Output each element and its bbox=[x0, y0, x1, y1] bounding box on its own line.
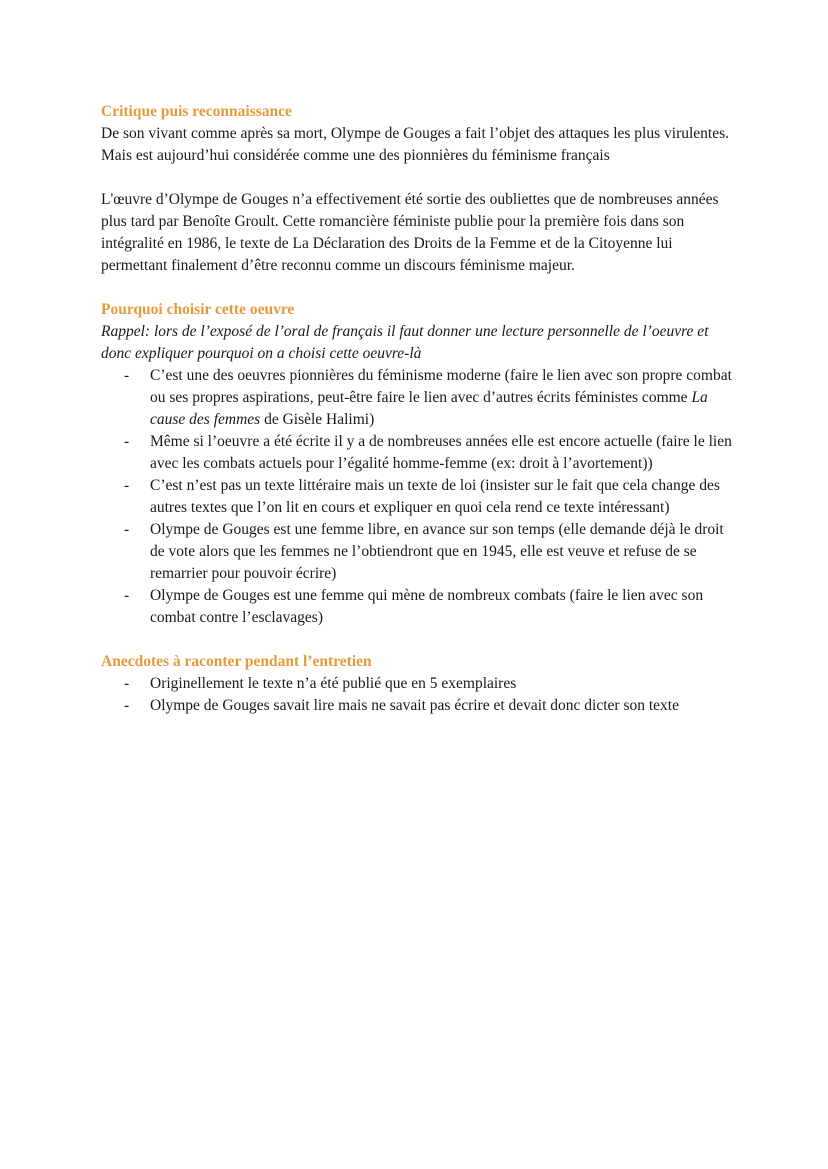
paragraph-oeuvre: L'œuvre d’Olympe de Gouges n’a effectivement été sortie des oubliettes que de nombreuses années plus tard par Benoîte Groult. Cette romancière féministe publie pour la première fois dans son intégralité en 1986, le texte de La Déclaration des Droits de la Femme et de la Citoyenne lui permettant finalement d’être reconnu comme un discours féminisme majeur. bbox=[101, 191, 719, 274]
list-item-text: C’est n’est pas un texte littéraire mais un texte de loi (insister sur le fait que cela change des autres textes que l’on lit en cours et expliquer en quoi cela rend ce texte intéressant) bbox=[150, 477, 720, 516]
list-item bbox=[124, 673, 741, 695]
section-heading-critique: Critique puis reconnaissance bbox=[101, 103, 292, 120]
list-item-text: C’est une des oeuvres pionnières du féminisme moderne (faire le lien avec son propre combat ou ses propres aspirations, peut-être faire le lien avec d’autres écrits féministes comme bbox=[150, 367, 732, 406]
anecdotes-list bbox=[101, 673, 741, 717]
list-item-text: Originellement le texte n’a été publié que en 5 exemplaires bbox=[150, 675, 517, 692]
dash-bullet: - bbox=[124, 675, 130, 692]
list-item-text: Même si l’oeuvre a été écrite il y a de nombreuses années elle est encore actuelle (faire le lien avec les combats actuels pour l’égalité homme-femme (ex: droit à l’avortement)) bbox=[150, 433, 732, 472]
list-item bbox=[124, 365, 741, 431]
reminder-paragraph: Rappel: lors de l’exposé de l’oral de français il faut donner une lecture personnelle de l’oeuvre et donc expliquer pourquoi on a choisi cette oeuvre-là bbox=[101, 323, 709, 362]
dash-bullet: - bbox=[124, 521, 130, 538]
list-item bbox=[124, 695, 741, 717]
list-item bbox=[124, 519, 741, 585]
list-item-text: de Gisèle Halimi) bbox=[260, 411, 375, 428]
section-heading-anecdotes: Anecdotes à raconter pendant l’entretien bbox=[101, 653, 372, 670]
dash-bullet: - bbox=[124, 477, 130, 494]
dash-bullet: - bbox=[124, 433, 130, 450]
list-item-text: Olympe de Gouges est une femme libre, en avance sur son temps (elle demande déjà le droit de vote alors que les femmes ne l’obtiendront que en 1945, elle est veuve et refuse de se remarrier pour pouvoir écrire) bbox=[150, 521, 724, 582]
spacer bbox=[101, 167, 741, 189]
reasons-list bbox=[101, 365, 741, 629]
list-item-text: Olympe de Gouges est une femme qui mène de nombreux combats (faire le lien avec son combat contre l’esclavages) bbox=[150, 587, 704, 626]
dash-bullet: - bbox=[124, 587, 130, 604]
spacer bbox=[101, 277, 741, 299]
dash-bullet: - bbox=[124, 697, 130, 714]
list-item bbox=[124, 475, 741, 519]
document-page bbox=[101, 101, 741, 717]
list-item bbox=[124, 585, 741, 629]
list-item-text: Olympe de Gouges savait lire mais ne savait pas écrire et devait donc dicter son texte bbox=[150, 697, 679, 714]
dash-bullet: - bbox=[124, 367, 130, 384]
section-heading-pourquoi: Pourquoi choisir cette oeuvre bbox=[101, 301, 295, 318]
paragraph-critique: De son vivant comme après sa mort, Olympe de Gouges a fait l’objet des attaques les plus virulentes. Mais est aujourd’hui considérée comme une des pionnières du féminisme français bbox=[101, 125, 730, 164]
spacer bbox=[101, 629, 741, 651]
list-item bbox=[124, 431, 741, 475]
book-title: La cause des femmes bbox=[150, 389, 708, 428]
